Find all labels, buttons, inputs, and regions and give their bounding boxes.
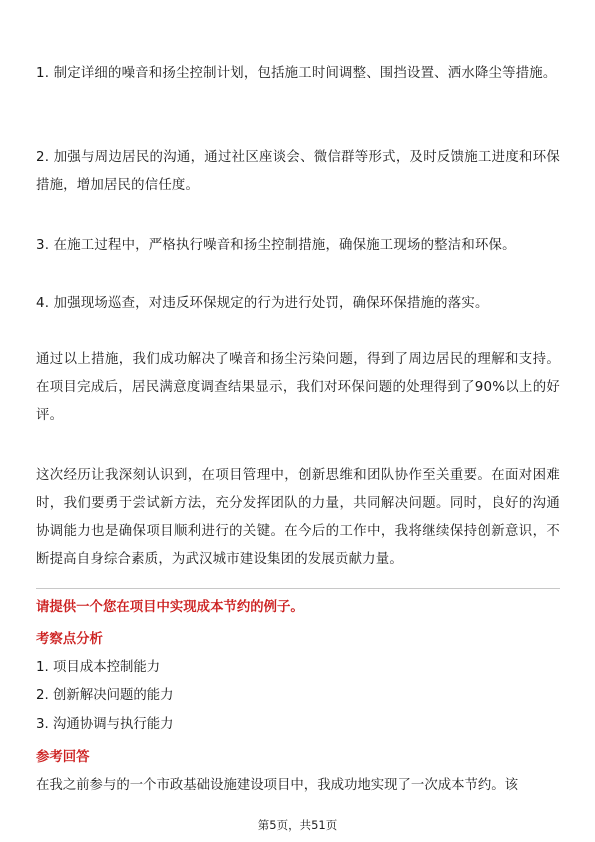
answer-heading: 参考回答	[36, 750, 90, 765]
interview-question: 请提供一个您在项目中实现成本节约的例子。	[36, 600, 304, 615]
analysis-heading: 考察点分析	[36, 632, 103, 647]
analysis-item-3: 3. 沟通协调与执行能力	[36, 717, 174, 732]
result-paragraph: 通过以上措施，我们成功解决了噪音和扬尘污染问题，得到了周边居民的理解和支持。在项目完成后，居民满意度调查结果显示，我们对环保问题的处理得到了90%以上的好评。	[36, 352, 560, 423]
analysis-item-1: 1. 项目成本控制能力	[36, 660, 161, 675]
measure-item-1: 1. 制定详细的噪音和扬尘控制计划，包括施工时间调整、围挡设置、洒水降尘等措施。	[36, 66, 557, 81]
analysis-item-2: 2. 创新解决问题的能力	[36, 688, 174, 703]
answer-text: 在我之前参与的一个市政基础设施建设项目中，我成功地实现了一次成本节约。该	[36, 778, 519, 793]
measure-item-4: 4. 加强现场巡查，对违反环保规定的行为进行处罚，确保环保措施的落实。	[36, 296, 489, 311]
reflection-paragraph: 这次经历让我深刻认识到，在项目管理中，创新思维和团队协作至关重要。在面对困难时，我们要勇于尝试新方法，充分发挥团队的力量，共同解决问题。同时，良好的沟通协调能力也是确保项目顺利进行的关键。在今后的工作中，我将继续保持创新意识，不断提高自身综合素质，为武汉城市建设集团的发展贡献力量。	[36, 468, 560, 567]
measure-item-2: 2. 加强与周边居民的沟通，通过社区座谈会、微信群等形式，及时反馈施工进度和环保措施，增加居民的信任度。	[36, 150, 560, 193]
page-footer: 第5页，共51页	[257, 818, 338, 832]
measure-item-3: 3. 在施工过程中，严格执行噪音和扬尘控制措施，确保施工现场的整洁和环保。	[36, 238, 516, 253]
section-divider	[36, 588, 560, 589]
